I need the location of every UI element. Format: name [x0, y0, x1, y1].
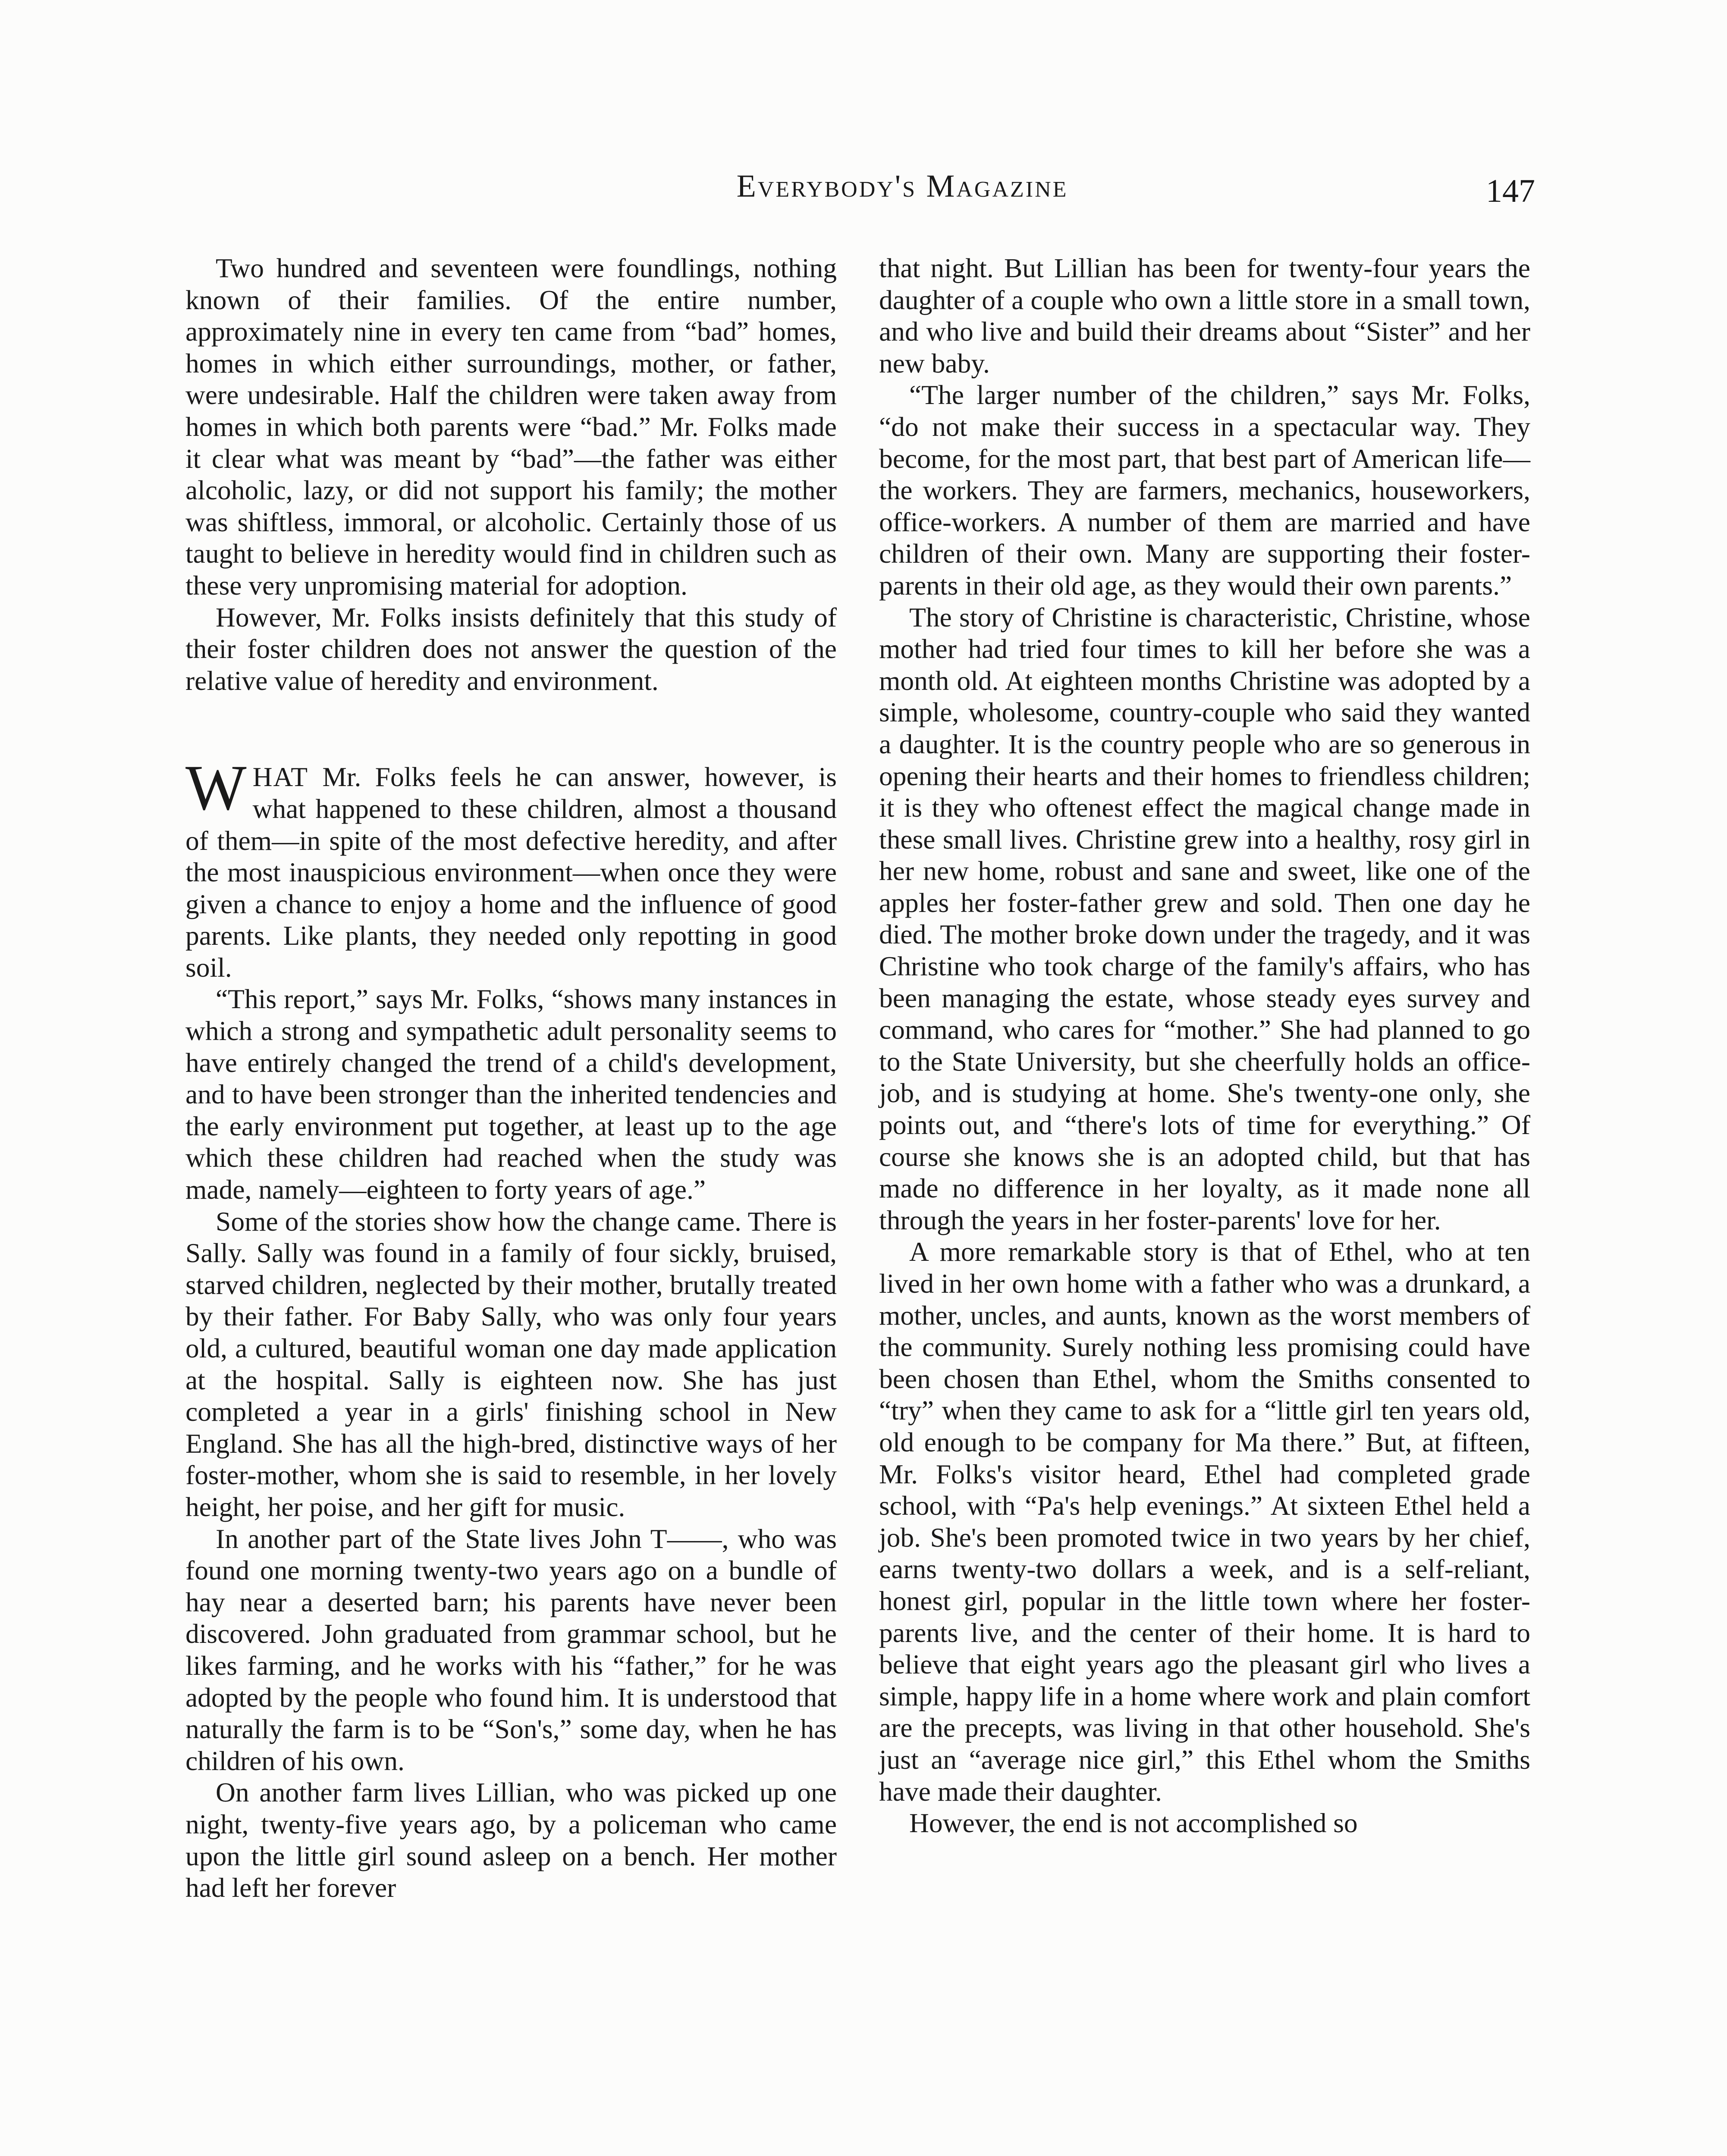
paragraph: Some of the stories show how the change came. There is Sally. Sally was found in a family of four sickly, bruised, starved children, neglected by their mother, brutally treated by their father. For Baby Sally, who was only four years old, a cultured, beautiful woman one day made application at the hospital. Sally is eighteen now. She has just completed a year in a girls' finishing school in New England. She has all the high-bred, distinctive ways of her foster-mother, whom she is said to resemble, in her lovely height, her poise, and her gift for music. [185, 1206, 837, 1522]
running-head: Everybody's Magazine [736, 169, 1068, 204]
page-number: 147 [1486, 173, 1535, 209]
paragraph: “This report,” says Mr. Folks, “shows many instances in which a strong and sympathetic adult personality seems to have entirely changed the trend of a child's development, and to have been stronger than the inherited tendencies and the early environment put together, at least up to the age which these children had reached when the study was made, namely—eighteen to forty years of age.” [185, 984, 837, 1205]
paragraph: However, Mr. Folks insists definitely that this study of their foster children does not answer the question of the relative value of heredity and environment. [185, 602, 837, 696]
continued-paragraph: that night. But Lillian has been for twenty-four years the daughter of a couple who own a little store in a small town, and who live and build their dreams about “Sister” and her new baby. [879, 253, 1530, 379]
paragraph: “The larger number of the children,” says Mr. Folks, “do not make their success in a spectacular way. They become, for the most part, that best part of American life—the workers. They are farmers, mechanics, houseworkers, office-workers. A number of them are married and have children of their own. Many are supporting their foster-parents in their old age, as they would their own parents.” [879, 379, 1530, 601]
right-column [879, 252, 1530, 1839]
section-break [185, 696, 837, 761]
paragraph: In another part of the State lives John T——, who was found one morning twenty-two years ago on a bundle of hay near a deserted barn; his parents have never been discovered. John graduated from grammar school, but he likes farming, and he works with his “father,” for he was adopted by the people who found him. It is understood that naturally the farm is to be “Son's,” some day, when he has children of his own. [185, 1523, 837, 1776]
paragraph: The story of Christine is characteristic, Christine, whose mother had tried four times to kill her before she was a month old. At eighteen months Christine was adopted by a simple, wholesome, country-couple who said they wanted a daughter. It is the country people who are so generous in opening their hearts and their homes to friendless children; it is they who oftenest effect the magical change made in these small lives. Christine grew into a healthy, rosy girl in her new home, robust and sane and sweet, like one of the apples her foster-father grew and sold. Then one day he died. The mother broke down under the tragedy, and it was Christine who took charge of the family's affairs, who has been managing the estate, whose steady eyes survey and command, who cares for “mother.” She had planned to go to the State University, but she cheerfully holds an office-job, and is studying at home. She's twenty-one only, she points out, and “there's lots of time for everything.” Of course she knows she is an adopted child, but that has made no difference in her loyalty, as it made none all through the years in her foster-parents' love for her. [879, 602, 1530, 1235]
paragraph-text: Mr. Folks feels he can answer, however, is what happened to these children, almost a thousand of them—in spite of the most defective heredity, and after the most inauspicious environment—when once they were given a chance to enjoy a home and the influence of good parents. Like plants, they needed only repotting in good soil. [185, 761, 837, 983]
paragraph: On another farm lives Lillian, who was picked up one night, twenty-five years ago, by a policeman who came upon the little girl sound asleep on a bench. Her mother had left her forever [185, 1777, 837, 1903]
paragraph: Two hundred and seventeen were foundlings, nothing known of their families. Of the entire number, approximately nine in every ten came from “bad” homes, homes in which either surroundings, mother, or father, were undesirable. Half the children were taken away from homes in which both parents were “bad.” Mr. Folks made it clear what was meant by “bad”—the father was either alcoholic, lazy, or did not support his family; the mother was shiftless, immoral, or alcoholic. Certainly those of us taught to believe in heredity would find in children such as these very unpromising material for adoption. [185, 253, 837, 601]
drop-cap: W [185, 752, 247, 824]
section-opening-paragraph [185, 752, 837, 983]
paragraph: A more remarkable story is that of Ethel, who at ten lived in her own home with a father who was a drunkard, a mother, uncles, and aunts, known as the worst members of the community. Surely nothing less promising could have been chosen than Ethel, whom the Smiths consented to “try” when they came to ask for a “little girl ten years old, old enough to be company for Ma there.” But, at fifteen, Mr. Folks's visitor heard, Ethel had completed grade school, with “Pa's help evenings.” At sixteen Ethel held a job. She's been promoted twice in two years by her chief, earns twenty-two dollars a week, and is a self-reliant, honest girl, popular in the little town where her foster-parents live, and the center of their home. It is hard to believe that eight years ago the pleasant girl who lives a simple, happy life in a home where work and plain comfort are the precepts, was living in that other household. She's just an “average nice girl,” this Ethel whom the Smiths have made their daughter. [879, 1236, 1530, 1807]
left-column [185, 252, 837, 1904]
initial-word: HAT [252, 761, 309, 793]
page-header [0, 168, 1727, 216]
paragraph: However, the end is not accomplished so [909, 1808, 1358, 1839]
